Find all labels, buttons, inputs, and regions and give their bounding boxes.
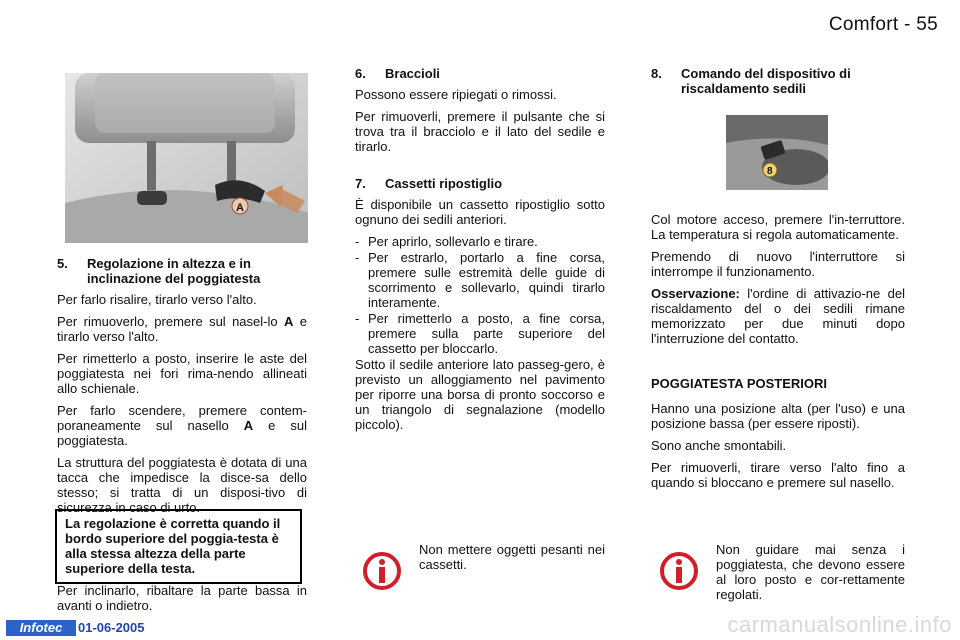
edition-date: 01-06-2005 <box>78 620 145 635</box>
list-item: - Per aprirlo, sollevarlo e tirare. <box>355 234 538 249</box>
watermark: carmanualsonline.info <box>727 612 952 637</box>
paragraph: Sotto il sedile anteriore lato passeg-gero, è previsto un alloggiamento nel pavimento per riporre una borsa di pronto soccorso e un triangolo di segnalazione (modello piccolo). <box>355 357 605 432</box>
rear-headrests-heading: POGGIATESTA POSTERIORI <box>651 376 827 391</box>
paragraph: Per inclinarlo, ribaltare la parte bassa in avanti o indietro. <box>57 583 307 613</box>
paragraph: Hanno una posizione alta (per l'uso) e una posizione bassa (per essere riposti). <box>651 401 905 431</box>
paragraph: La struttura del poggiatesta è dotata di una tacca che impedisce la disce-sa dello stesso; si tratta di un disposi-tivo di sicurezza in caso di urto. <box>57 455 307 515</box>
section-6-heading <box>355 66 605 81</box>
column-left <box>57 256 307 522</box>
section-number: 7. <box>355 176 366 191</box>
paragraph: Col motore acceso, premere l'in-terruttore. La temperatura si regola automaticamente. <box>651 212 905 242</box>
section-8-heading <box>651 66 905 96</box>
section-number: 6. <box>355 66 366 81</box>
paragraph: È disponibile un cassetto ripostiglio sotto ognuno dei sedili anteriori. <box>355 197 605 227</box>
list-item: - Per estrarlo, portarlo a fine corsa, premere sulle estremità delle guide di scorrimento e sollevarlo, quindi tirarlo interamente. <box>355 250 605 310</box>
paragraph: Premendo di nuovo l'interruttore si interrompe il funzionamento. <box>651 249 905 279</box>
paragraph: Possono essere ripiegati o rimossi. <box>355 87 557 102</box>
section-number: 8. <box>651 66 662 81</box>
headrest-photo <box>65 73 308 243</box>
drawer-instructions-list <box>355 234 605 356</box>
section-title: Regolazione in altezza e in inclinazione del poggiatesta <box>87 256 261 286</box>
column-middle <box>355 66 605 161</box>
column-right-body <box>651 212 905 353</box>
paragraph: Osservazione: l'ordine di attivazio-ne del riscaldamento del o dei sedili rimane memorizzato per due minuti dopo l'interruzione del contatto. <box>651 286 905 346</box>
paragraph: Per rimetterlo a posto, inserire le aste del poggiatesta nei fori rima-nendo allineati allo schienale. <box>57 351 307 396</box>
section-title: Braccioli <box>385 66 440 81</box>
info-icon <box>659 551 699 591</box>
paragraph: Per farlo scendere, premere contem-poraneamente sul nasello A e sul poggiatesta. <box>57 403 307 448</box>
headrest-note-box: La regolazione è corretta quando il bordo superiore del poggia-testa è alla stessa altezza della parte superiore della testa. <box>55 509 302 584</box>
infotec-logo: Infotec <box>6 620 76 636</box>
column-left-bottom <box>57 583 307 620</box>
section-title: Cassetti ripostiglio <box>385 176 503 191</box>
paragraph: Per farlo risalire, tirarlo verso l'alto. <box>57 292 257 307</box>
section-7-heading <box>355 176 605 191</box>
section-number: 5. <box>57 256 68 271</box>
column-right <box>651 66 905 102</box>
paragraph: Per rimuoverli, premere il pulsante che si trova tra il bracciolo e il lato del sedile e tirarlo. <box>355 109 605 154</box>
info-icon <box>362 551 402 591</box>
info-note-drawers: Non mettere oggetti pesanti nei cassetti. <box>419 542 605 572</box>
paragraph: Per rimuoverlo, premere sul nasel-lo A e tirarlo verso l'alto. <box>57 314 308 344</box>
list-item: - Per rimetterlo a posto, a fine corsa, premere sulla parte superiore del cassetto per bloccarlo. <box>355 311 605 356</box>
section-5-heading <box>57 256 307 286</box>
photo-label-8: 8 <box>767 166 773 177</box>
section-title: Comando del dispositivo di riscaldamento sedili <box>681 66 851 96</box>
column-middle-2 <box>355 176 605 439</box>
column-right-rear <box>651 376 905 497</box>
info-note-headrests: Non guidare mai senza i poggiatesta, che devono essere al loro posto e cor-rettamente regolati. <box>716 542 905 602</box>
photo-label-a: A <box>236 202 244 214</box>
page-header: Comfort - 55 <box>828 14 938 35</box>
seat-heating-switch-photo <box>726 115 828 190</box>
paragraph: Sono anche smontabili. <box>651 438 787 453</box>
paragraph: Per rimuoverli, tirare verso l'alto fino a quando si bloccano e premere sul nasello. <box>651 460 905 490</box>
